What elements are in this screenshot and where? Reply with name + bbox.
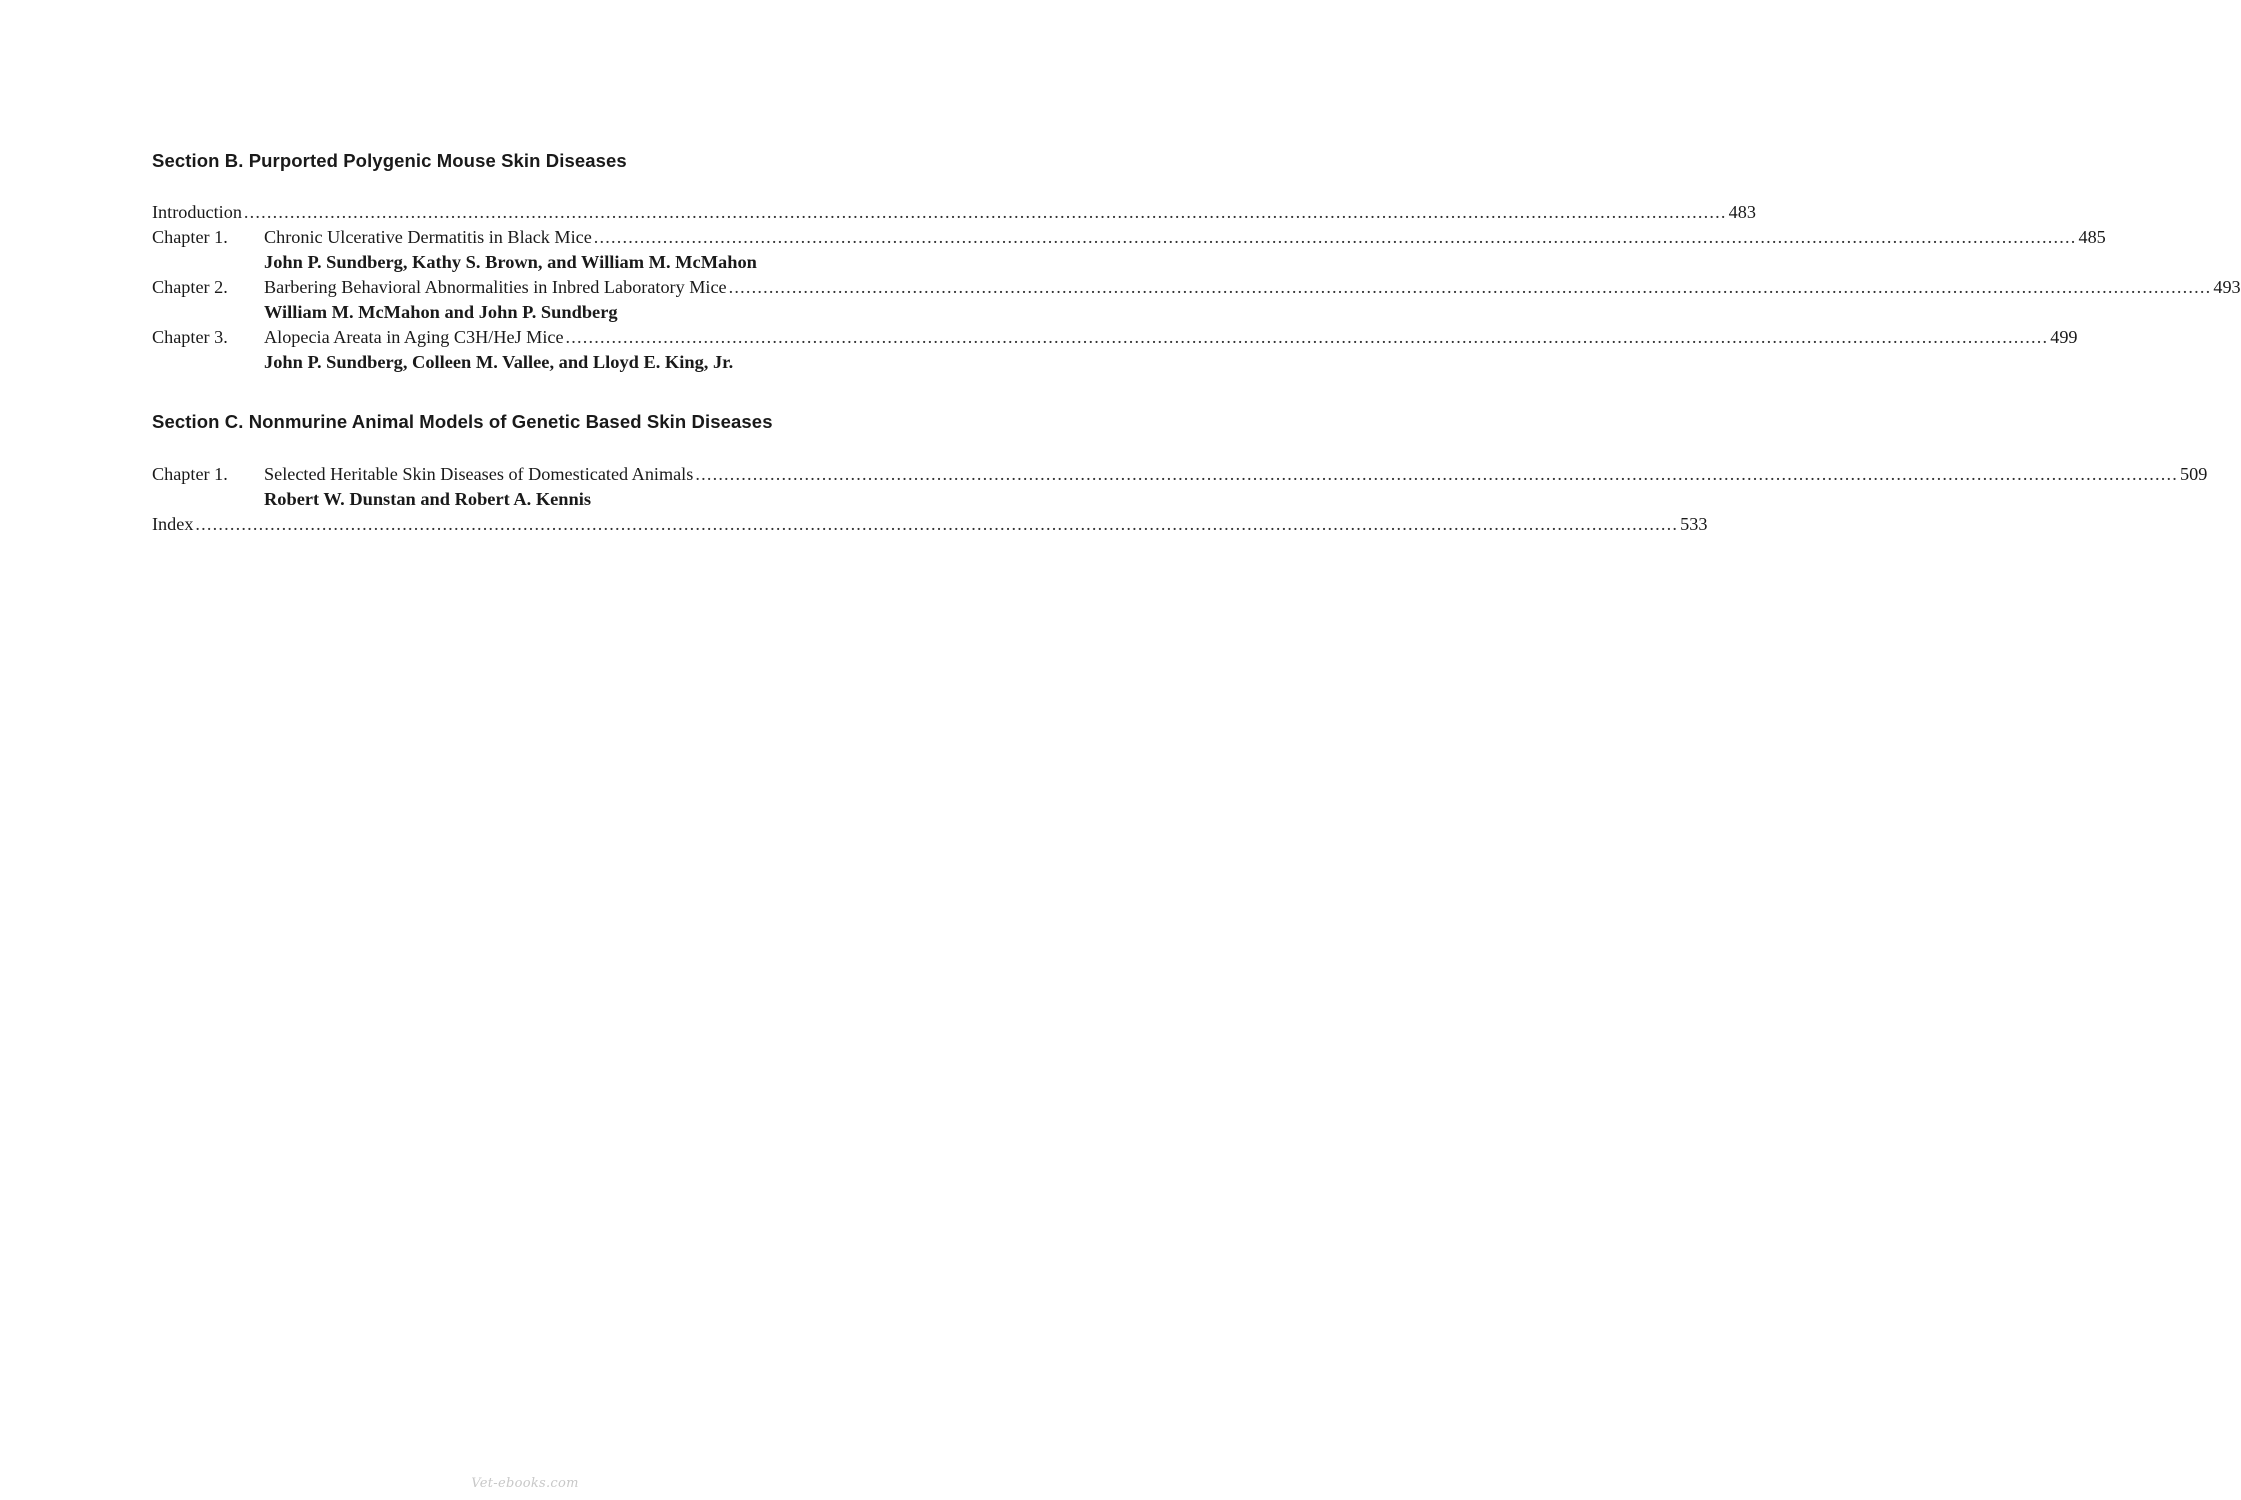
chapter-title: Alopecia Areata in Aging C3H/HeJ Mice [264,327,564,347]
toc-entry-chapter[interactable] [152,225,2106,250]
section-c-heading: Section C. Nonmurine Animal Models of Genetic Based Skin Diseases [152,411,773,432]
toc-entry-introduction[interactable] [152,200,1756,225]
page-number: 509 [2180,464,2208,484]
chapter-label: Chapter 1. [152,464,228,484]
chapter-authors: John P. Sundberg, Colleen M. Vallee, and Lloyd E. King, Jr. [264,352,734,372]
page-number: 499 [2050,327,2078,347]
page-number: 483 [1728,202,1756,222]
dot-leader [729,275,2212,300]
dot-leader [566,325,2049,350]
chapter-authors: Robert W. Dunstan and Robert A. Kennis [264,489,592,509]
chapter-authors: John P. Sundberg, Kathy S. Brown, and William M. McMahon [264,252,757,272]
section-b-toc [152,200,2241,375]
section-c-toc [152,462,2208,537]
toc-entry-chapter[interactable] [152,325,2078,350]
chapter-label: Chapter 3. [152,327,228,347]
dot-leader [594,225,2077,250]
toc-entry-chapter[interactable] [152,275,2241,300]
dot-leader [195,512,1678,537]
chapter-title: Selected Heritable Skin Diseases of Domesticated Animals [264,464,694,484]
watermark-logo: Vet-ebooks.com [471,1476,579,1491]
dot-leader [695,462,2178,487]
page-number: 533 [1680,514,1708,534]
dot-leader [244,200,1727,225]
chapter-title: Barbering Behavioral Abnormalities in Inbred Laboratory Mice [264,277,727,297]
chapter-label: Chapter 2. [152,277,228,297]
entry-title: Introduction [152,202,242,222]
toc-entry-chapter[interactable] [152,462,2208,487]
section-b-heading: Section B. Purported Polygenic Mouse Skin Diseases [152,150,627,171]
toc-entry-index[interactable] [152,512,1708,537]
page-number: 485 [2078,227,2106,247]
chapter-title: Chronic Ulcerative Dermatitis in Black Mice [264,227,592,247]
entry-title: Index [152,514,194,534]
chapter-authors: William M. McMahon and John P. Sundberg [264,302,618,322]
chapter-label: Chapter 1. [152,227,228,247]
page-number: 493 [2213,277,2241,297]
